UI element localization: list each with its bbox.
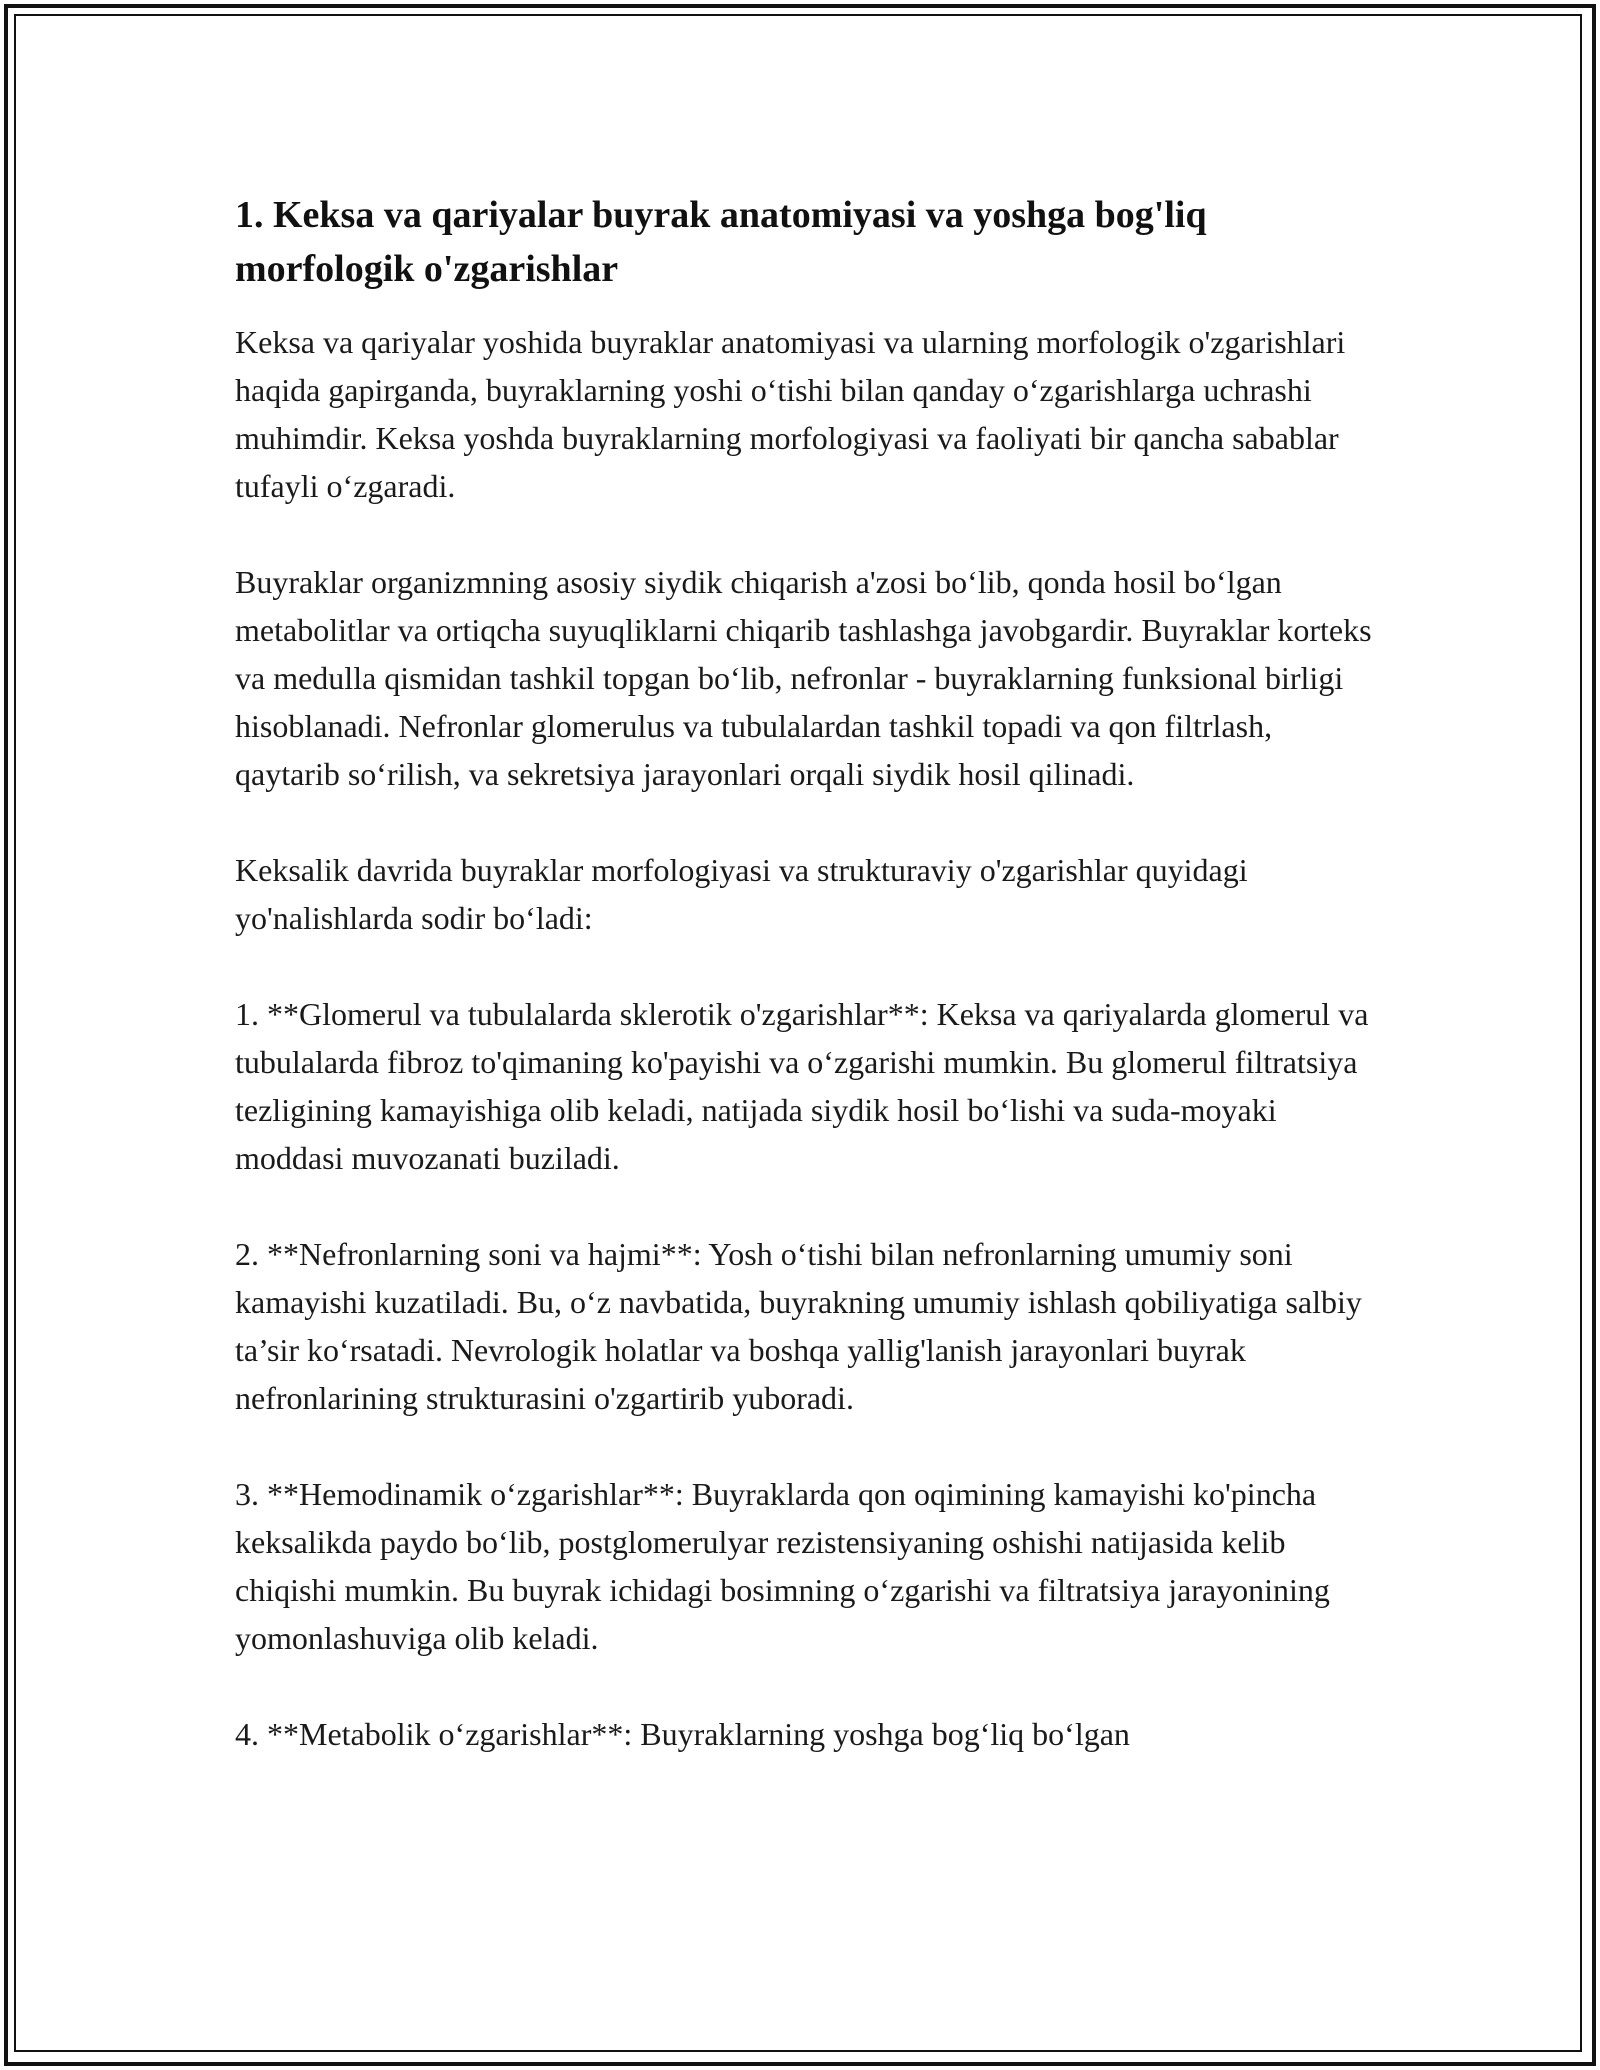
- document-title: 1. Keksa va qariyalar buyrak anatomiyasi va yoshga bog'liq morfologik o'zgarishlar: [235, 194, 1207, 290]
- paragraph-aging-changes-lead: Keksalik davrida buyraklar morfologiyasi va strukturaviy o'zgarishlar quyidagi yo'nalishlarda sodir bo‘ladi:: [235, 852, 1248, 936]
- list-item-glomerular-sclerosis: 1. **Glomerul va tubulalarda sklerotik o'zgarishlar**: Keksa va qariyalarda glomerul va tubulalarda fibroz to'qimaning ko'payishi va o‘zgarishi mumkin. Bu glomerul filtratsiya tezligining kamayishiga olib keladi, natijada siydik hosil bo‘lishi va suda-moyaki moddasi muvozanati buziladi.: [235, 996, 1369, 1176]
- list-item-nephron-count: 2. **Nefronlarning soni va hajmi**: Yosh o‘tishi bilan nefronlarning umumiy soni kamayishi kuzatiladi. Bu, o‘z navbatida, buyrakning umumiy ishlash qobiliyatiga salbiy ta’sir ko‘rsatadi. Nevrologik holatlar va boshqa yallig'lanish jarayonlari buyrak nefronlarining strukturasini o'zgartirib yuboradi.: [235, 1236, 1362, 1416]
- paragraph-kidney-function: Buyraklar organizmning asosiy siydik chiqarish a'zosi bo‘lib, qonda hosil bo‘lgan metabolitlar va ortiqcha suyuqliklarni chiqarib tashlashga javobgardir. Buyraklar korteks va medulla qismidan tashkil topgan bo‘lib, nefronlar - buyraklarning funksional birligi hisoblanadi. Nefronlar glomerulus va tubulalardan tashkil topadi va qon filtrlash, qaytarib so‘rilish, va sekretsiya jarayonlari orqali siydik hosil qilinadi.: [235, 564, 1372, 792]
- list-item-metabolic-changes: 4. **Metabolik o‘zgarishlar**: Buyraklarning yoshga bog‘liq bo‘lgan: [235, 1716, 1130, 1752]
- paragraph-intro: Keksa va qariyalar yoshida buyraklar anatomiyasi va ularning morfologik o'zgarishlari haqida gapirganda, buyraklarning yoshi o‘tishi bilan qanday o‘zgarishlarga uchrashi muhimdir. Keksa yoshda buyraklarning morfologiyasi va faoliyati bir qancha sabablar tufayli o‘zgaradi.: [235, 324, 1346, 504]
- list-item-hemodynamic-changes: 3. **Hemodinamik o‘zgarishlar**: Buyraklarda qon oqimining kamayishi ko'pincha keksalikda paydo bo‘lib, postglomerulyar rezistensiyaning oshishi natijasida kelib chiqishi mumkin. Bu buyrak ichidagi bosimning o‘zgarishi va filtratsiya jarayonining yomonlashuviga olib keladi.: [235, 1476, 1330, 1656]
- document-body: [235, 188, 1375, 1758]
